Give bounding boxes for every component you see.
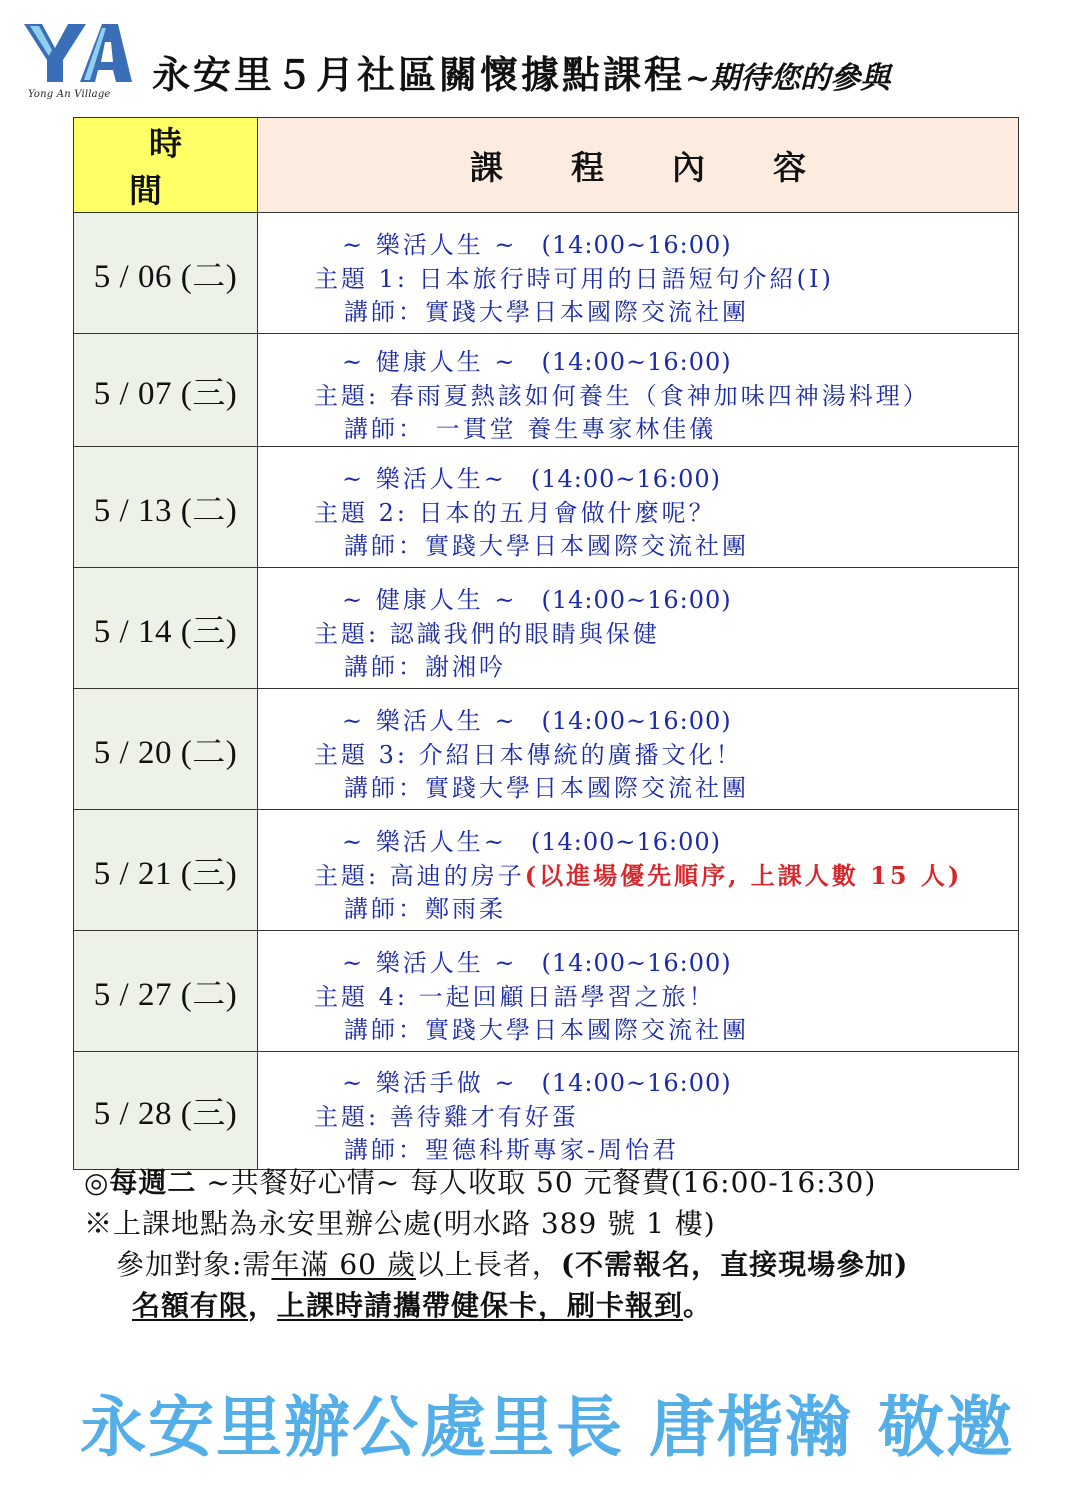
limit-text: 名額有限	[132, 1289, 249, 1322]
row-series: ~ 樂活人生 ~	[342, 949, 518, 977]
limit-end: 。	[683, 1289, 713, 1322]
row-time: (14:00~16:00)	[530, 465, 722, 493]
table-row	[74, 931, 1019, 1052]
table-row	[74, 1052, 1019, 1170]
note-location: ※上課地點為永安里辦公處(明水路 389 號 1 樓)	[84, 1207, 716, 1240]
row-series: ~ 樂活人生 ~	[342, 231, 518, 259]
note-lunch	[84, 1162, 1044, 1203]
limit-sep: ，	[248, 1289, 278, 1322]
row-content	[258, 931, 1019, 1052]
note-lunch-day: ◎每週二	[84, 1166, 197, 1199]
logo	[22, 20, 134, 106]
row-teacher: 講師：實踐大學日本國際交流社團	[344, 1016, 749, 1044]
row-date: 5 / 27 (二)	[74, 931, 258, 1052]
header-time: 時間	[74, 118, 258, 213]
row-time: (14:00~16:00)	[530, 828, 722, 856]
row-topic-line	[258, 859, 1018, 893]
table-row	[74, 568, 1019, 689]
row-content	[258, 568, 1019, 689]
table-row	[74, 213, 1019, 334]
row-time: (14:00~16:00)	[541, 348, 732, 376]
row-series: ~ 樂活人生~	[342, 465, 507, 493]
note-lunch-detail: ~共餐好心情~ 每人收取 50 元餐費(16:00-16:30)	[196, 1166, 877, 1199]
row-series-line	[258, 1067, 1018, 1100]
note-eligibility	[84, 1244, 1044, 1285]
eligibility-label: 參加對象:需	[116, 1248, 272, 1281]
row-series-line	[258, 826, 1018, 859]
logo-tagline: Yong An Village	[28, 89, 111, 100]
row-topic: 主題: 善待雞才有好蛋	[314, 1102, 579, 1131]
row-teacher: 講師：實踐大學日本國際交流社團	[344, 532, 749, 560]
row-teacher: 講師：聖德科斯專家-周怡君	[344, 1135, 680, 1164]
row-teacher: 講師：實踐大學日本國際交流社團	[344, 774, 749, 802]
row-content	[258, 213, 1019, 334]
eligibility-age: 年滿 60 歲	[271, 1248, 416, 1281]
row-date: 5 / 28 (三)	[74, 1052, 258, 1170]
limit-card-text: 上課時請攜帶健保卡，刷卡報到	[277, 1289, 684, 1322]
row-topic-line	[258, 379, 1018, 413]
row-teacher: 講師：謝湘吟	[344, 653, 506, 681]
row-series-line	[258, 705, 1018, 738]
notes	[84, 1162, 1044, 1326]
row-date: 5 / 07 (三)	[74, 334, 258, 447]
row-time: (14:00~16:00)	[541, 1068, 732, 1097]
page-title	[152, 44, 890, 99]
row-topic-line	[258, 1100, 1018, 1134]
row-content	[258, 447, 1019, 568]
row-teacher: 講師：鄭雨柔	[344, 895, 506, 923]
row-date: 5 / 20 (二)	[74, 689, 258, 810]
row-time: (14:00~16:00)	[541, 231, 732, 259]
row-topic-line	[258, 262, 1018, 296]
row-date: 5 / 13 (二)	[74, 447, 258, 568]
row-series: ~ 樂活人生~	[342, 828, 507, 856]
row-series: ~ 健康人生 ~	[342, 348, 518, 376]
row-date: 5 / 21 (三)	[74, 810, 258, 931]
note-limit	[84, 1285, 1044, 1326]
ya-logo-icon	[22, 20, 134, 90]
title-sub: ~期待您的參與	[685, 61, 891, 96]
row-topic: 主題 1: 日本旅行時可用的日語短句介紹(I)	[314, 265, 834, 293]
row-series: ~ 樂活手做 ~	[342, 1068, 518, 1097]
row-date: 5 / 06 (二)	[74, 213, 258, 334]
row-time: (14:00~16:00)	[541, 949, 732, 977]
table-row	[74, 334, 1019, 447]
row-topic-line	[258, 617, 1018, 651]
row-series-line	[258, 346, 1018, 379]
row-time: (14:00~16:00)	[541, 707, 732, 735]
row-topic-line	[258, 496, 1018, 530]
title-main: 永安里５月社區關懷據點課程	[152, 52, 686, 97]
row-topic: 主題: 春雨夏熱該如何養生（食神加味四神湯料理）	[314, 382, 930, 410]
row-topic: 主題: 認識我們的眼睛與保健	[314, 620, 660, 648]
row-series: ~ 健康人生 ~	[342, 586, 518, 614]
table-row	[74, 810, 1019, 931]
row-content	[258, 810, 1019, 931]
row-topic-line	[258, 738, 1018, 772]
table-row	[74, 447, 1019, 568]
row-topic: 主題 4: 一起回顧日語學習之旅！	[314, 983, 716, 1011]
row-teacher: 講師： 一貫堂 養生專家林佳儀	[344, 415, 717, 443]
eligibility-no-registration: (不需報名，直接現場參加)	[560, 1248, 909, 1281]
row-content	[258, 689, 1019, 810]
row-series: ~ 樂活人生 ~	[342, 707, 518, 735]
row-teacher: 講師：實踐大學日本國際交流社團	[344, 298, 749, 326]
row-time: (14:00~16:00)	[541, 586, 732, 614]
row-content	[258, 334, 1019, 447]
table-header-row	[74, 118, 1019, 213]
eligibility-rest: 以上長者，	[415, 1248, 561, 1281]
row-series-line	[258, 229, 1018, 262]
footer-invitation: 永安里辦公處里長 唐楷瀚 敬邀	[80, 1389, 1014, 1466]
row-topic: 主題 3: 介紹日本傳統的廣播文化！	[314, 741, 743, 769]
row-topic-note: (以進場優先順序, 上課人數 15 人)	[524, 861, 963, 890]
row-series-line	[258, 584, 1018, 617]
header-content: 課程內容	[258, 118, 1019, 213]
schedule-table	[73, 117, 1019, 1170]
table-row	[74, 689, 1019, 810]
row-topic-line	[258, 980, 1018, 1014]
row-series-line	[258, 947, 1018, 980]
row-topic: 主題 2: 日本的五月會做什麼呢？	[314, 499, 716, 527]
row-topic: 主題: 高迪的房子	[314, 862, 525, 890]
row-date: 5 / 14 (三)	[74, 568, 258, 689]
row-content	[258, 1052, 1019, 1170]
row-series-line	[258, 463, 1018, 496]
